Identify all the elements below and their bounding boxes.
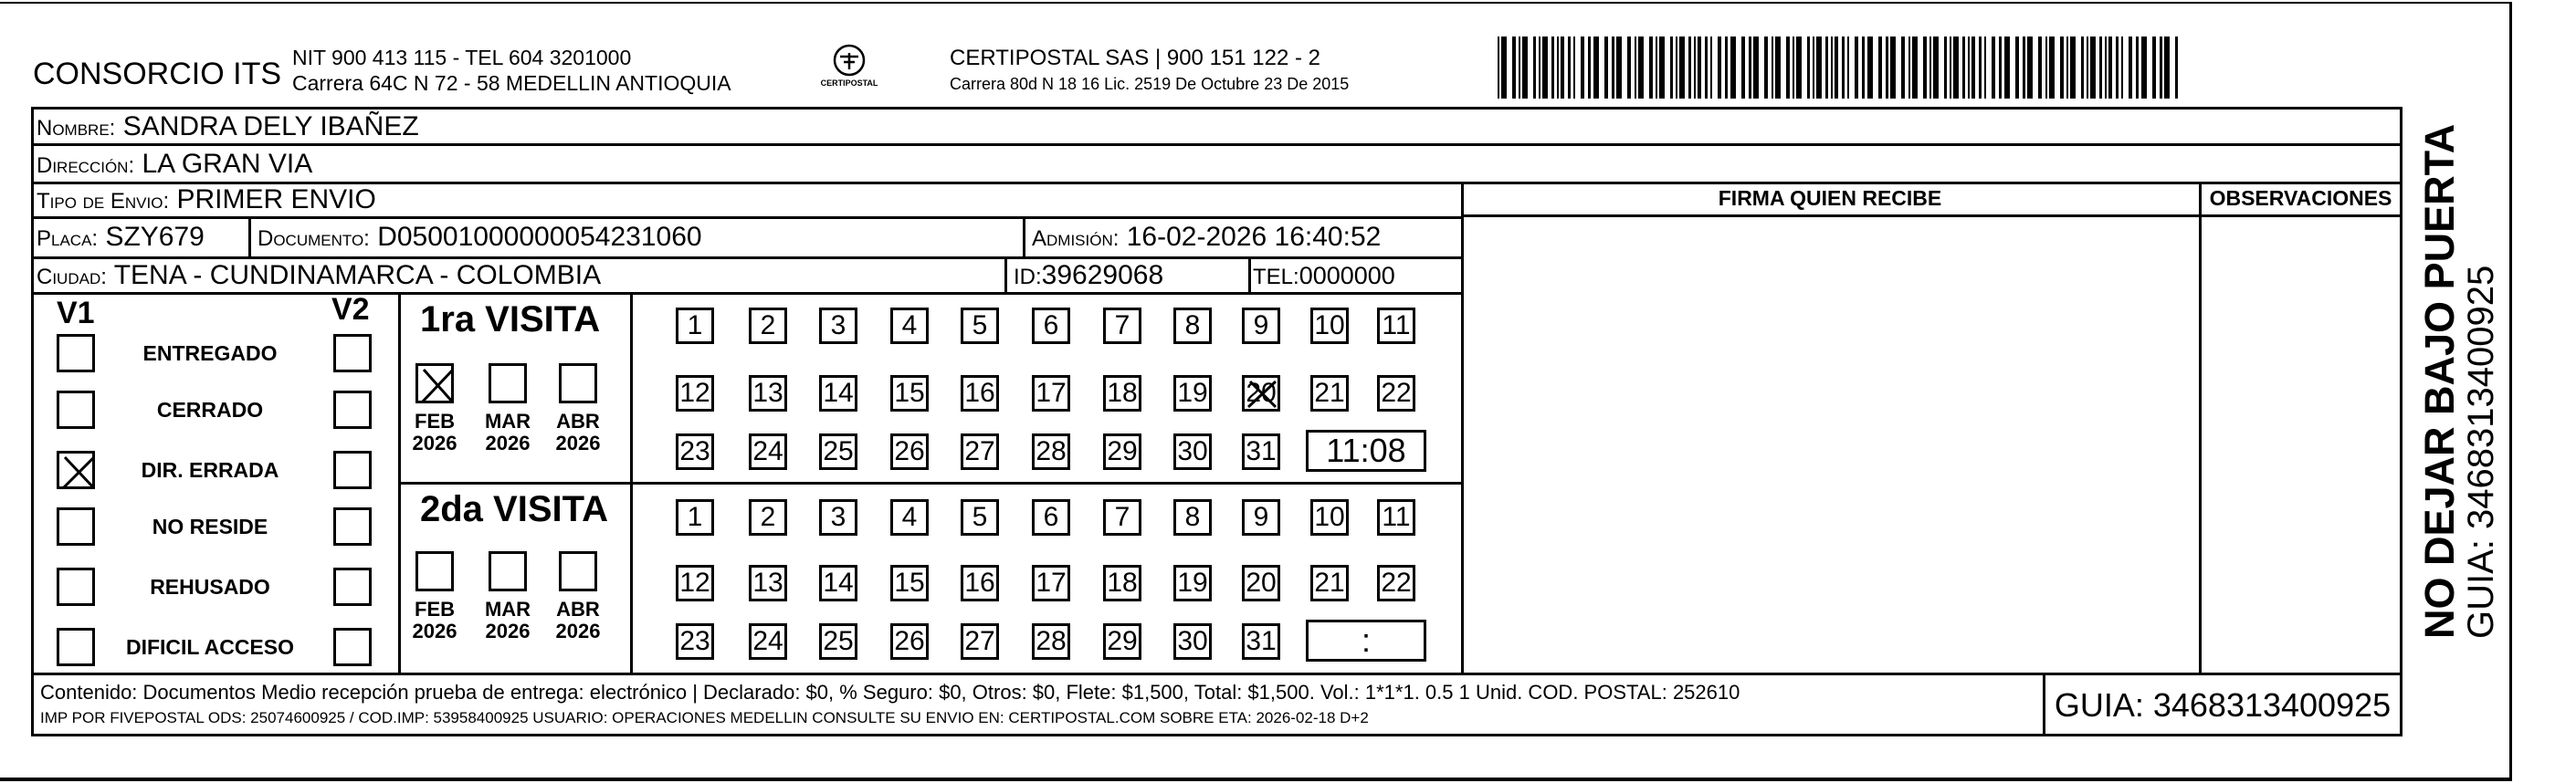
nombre-row [37, 110, 419, 146]
barcode-bar [1764, 37, 1768, 99]
barcode-bar [1573, 37, 1575, 99]
barcode-bar [1867, 37, 1873, 99]
barcode-bar [2116, 37, 2119, 99]
id-label: ID: [1014, 265, 1042, 289]
v2-checkbox[interactable] [333, 568, 372, 606]
barcode-bar [2070, 37, 2076, 99]
day-box[interactable]: 14 [819, 565, 857, 601]
barcode-bar [1519, 37, 1520, 99]
barcode-bar [2015, 37, 2019, 99]
barcode-bar [1912, 37, 1918, 99]
month-label [407, 411, 462, 454]
barcode-bar [1950, 37, 1951, 99]
month-label [480, 411, 535, 454]
day-box[interactable]: 24 [749, 623, 787, 660]
v1-checkbox[interactable] [57, 507, 95, 546]
tel-label: TEL: [1253, 265, 1299, 289]
day-box[interactable]: 25 [819, 433, 857, 470]
month-year: 2026 [485, 432, 531, 454]
barcode-bar [1656, 37, 1657, 99]
month-label [551, 599, 605, 642]
company-line-2: Carrera 64C N 72 - 58 MEDELLIN ANTIOQUIA [292, 71, 731, 95]
day-box[interactable]: 21 [1310, 375, 1349, 412]
month-year: 2026 [555, 432, 601, 454]
admision-value: 16-02-2026 16:40:52 [1126, 222, 1382, 252]
barcode-bar [1588, 37, 1591, 99]
barcode-bar [1741, 37, 1745, 99]
row-line-2 [31, 182, 2403, 184]
barcode-bar [1522, 37, 1528, 99]
id-value: 39629068 [1041, 260, 1164, 290]
barcode-bar [1992, 37, 1995, 99]
documento-value: D05001000000054231060 [377, 222, 702, 252]
barcode-bar [1670, 37, 1673, 99]
barcode-bar [1831, 37, 1833, 99]
day-box[interactable]: 9 [1242, 499, 1280, 536]
day-box[interactable]: 1 [676, 499, 714, 536]
barcode-bar [1999, 37, 2002, 99]
day-box[interactable]: 17 [1032, 375, 1070, 412]
barcode [1498, 37, 2178, 103]
barcode-bar [1539, 37, 1540, 99]
time-box[interactable]: 11:08 [1306, 430, 1426, 472]
day-box[interactable]: 19 [1173, 375, 1212, 412]
day-box[interactable]: 12 [676, 375, 714, 412]
day-box[interactable]: 19 [1173, 565, 1212, 601]
barcode-bar [2045, 37, 2047, 99]
month-name: ABR [556, 598, 600, 621]
barcode-bar [1627, 37, 1631, 99]
month-checkbox[interactable] [489, 363, 527, 403]
documento-divider [1023, 216, 1025, 257]
barcode-bar [1813, 37, 1814, 99]
day-box[interactable]: 23 [676, 623, 714, 660]
barcode-bar [1551, 37, 1554, 99]
barcode-bar [1730, 37, 1736, 99]
direccion-label: Dirección: [37, 153, 135, 178]
ciudad-value: TENA - CUNDINAMARCA - COLOMBIA [113, 260, 602, 290]
id-divider [1248, 256, 1251, 293]
day-box[interactable]: 30 [1173, 623, 1212, 660]
direccion-row [37, 147, 312, 183]
day-check-mark [1245, 378, 1279, 411]
barcode-bar [2099, 37, 2102, 99]
company-line-1: NIT 900 413 115 - TEL 604 3201000 [292, 46, 632, 69]
right-border [2509, 2, 2512, 781]
day-box[interactable]: 24 [749, 433, 787, 470]
month-name: MAR [484, 410, 531, 433]
day-box[interactable]: 6 [1032, 499, 1070, 536]
form-left-line [31, 107, 34, 736]
time-box[interactable]: : [1306, 620, 1426, 662]
barcode-bar [1890, 37, 1896, 99]
bottom-border [0, 778, 2511, 781]
barcode-bar [1968, 37, 1970, 99]
visit-divider [398, 482, 1461, 485]
day-box[interactable]: 9 [1242, 308, 1280, 344]
barcode-bar [1962, 37, 1965, 99]
day-box[interactable]: 15 [890, 565, 929, 601]
barcode-bar [1698, 37, 1701, 99]
month-check-mark [418, 366, 457, 406]
barcode-bar [1796, 37, 1802, 99]
month-name: FEB [415, 410, 455, 433]
v1-checkbox[interactable] [57, 628, 95, 666]
admision-label: Admisión: [1032, 226, 1120, 251]
firma-header-line [1461, 214, 2403, 217]
status-option-label: DIFICIL ACCESO [125, 635, 294, 659]
barcode-bar [2081, 37, 2084, 99]
barcode-bar [1979, 37, 1982, 99]
barcode-bar [2141, 37, 2147, 99]
firma-left-line [1461, 182, 1464, 674]
barcode-bar [2108, 37, 2112, 99]
footer-top-line [31, 673, 2403, 675]
day-box[interactable]: 16 [961, 565, 999, 601]
courier-line-2: Carrera 80d N 18 16 Lic. 2519 De Octubre 23 De 2015 [950, 75, 1350, 93]
barcode-bar [2105, 37, 2107, 99]
observaciones-header: OBSERVACIONES [2209, 186, 2392, 210]
day-box[interactable]: 6 [1032, 308, 1070, 344]
month-year: 2026 [412, 432, 457, 454]
tipo-label: Tipo de Envio: [37, 189, 170, 214]
barcode-bar [2136, 37, 2139, 99]
day-box[interactable]: 17 [1032, 565, 1070, 601]
v2-checkbox[interactable] [333, 507, 372, 546]
barcode-bar [1786, 37, 1790, 99]
day-box[interactable]: 26 [890, 623, 929, 660]
barcode-bar [1753, 37, 1759, 99]
barcode-bar [1616, 37, 1622, 99]
barcode-bar [1557, 37, 1559, 99]
v2-checkbox[interactable] [333, 451, 372, 489]
v1-checkbox[interactable] [57, 568, 95, 606]
footer-guia: GUIA: 3468313400925 [2054, 686, 2392, 724]
footer-line-1: Contenido: Documentos Medio recepción prueba de entrega: electrónico | Declarado: $0, % Seguro: $0, Otros: $0, Flete: $1,500, Total: $1,500. Vol.: 1*1*1. 0.5 1 Unid. COD. POSTAL: 252610 [40, 681, 1740, 704]
day-box[interactable]: 12 [676, 565, 714, 601]
day-box[interactable]: 11 [1377, 499, 1415, 536]
day-box[interactable]: 7 [1103, 499, 1141, 536]
day-box[interactable]: 22 [1377, 565, 1415, 601]
v1-checkbox[interactable] [57, 451, 95, 489]
month-checkbox[interactable] [415, 551, 454, 591]
barcode-bar [1944, 37, 1947, 99]
barcode-bar [2023, 37, 2025, 99]
barcode-bar [1842, 37, 1845, 99]
v2-label: V2 [331, 292, 370, 327]
tipo-row [37, 183, 376, 219]
status-option-label: NO RESIDE [152, 515, 268, 538]
barcode-bar [1710, 37, 1712, 99]
barcode-bar [1676, 37, 1677, 99]
barcode-bar [1953, 37, 1959, 99]
barcode-bar [2049, 37, 2055, 99]
barcode-bar [2004, 37, 2010, 99]
day-box[interactable]: 2 [749, 499, 787, 536]
day-box[interactable]: 29 [1103, 623, 1141, 660]
day-box[interactable]: 5 [961, 499, 999, 536]
day-box[interactable]: 25 [819, 623, 857, 660]
barcode-bar [2152, 37, 2156, 99]
barcode-bar [1775, 37, 1781, 99]
placa-label: Placa: [37, 226, 99, 251]
documento-cell [258, 220, 702, 256]
status-option-label: CERRADO [156, 398, 264, 422]
v2-checkbox[interactable] [333, 628, 372, 666]
barcode-bar [1878, 37, 1882, 99]
day-box[interactable]: 28 [1032, 433, 1070, 470]
side-no-dejar: NO DEJAR BAJO PUERTA [2416, 123, 2463, 639]
month-year: 2026 [485, 620, 531, 642]
barcode-bar [1649, 37, 1653, 99]
placa-divider [248, 216, 251, 257]
admision-cell [1032, 220, 1381, 256]
barcode-bar [2121, 37, 2123, 99]
day-box[interactable]: 18 [1103, 565, 1141, 601]
day-box[interactable]: 20 [1242, 375, 1280, 412]
obs-left-line [2199, 182, 2202, 674]
month-year: 2026 [555, 620, 601, 642]
barcode-bar [2087, 37, 2088, 99]
direccion-value: LA GRAN VIA [142, 149, 313, 179]
barcode-bar [1593, 37, 1599, 99]
ciudad-cell [37, 258, 601, 295]
ciudad-label: Ciudad: [37, 265, 107, 289]
id-cell [1014, 258, 1163, 295]
side-guia: GUIA: 3468313400925 [2461, 265, 2501, 639]
barcode-bar [1835, 37, 1838, 99]
ciudad-divider [1004, 256, 1007, 293]
barcode-bar [1512, 37, 1516, 99]
month-year: 2026 [412, 620, 457, 642]
month-checkbox[interactable] [559, 363, 597, 403]
barcode-bar [2090, 37, 2096, 99]
barcode-bar [1725, 37, 1728, 99]
v1-label: V1 [57, 296, 95, 330]
documento-label: Documento: [258, 226, 370, 251]
v1-check-mark [59, 454, 98, 492]
barcode-bar [2027, 37, 2033, 99]
v1-checkbox[interactable] [57, 391, 95, 429]
day-box[interactable]: 28 [1032, 623, 1070, 660]
day-box[interactable]: 31 [1242, 433, 1280, 470]
tel-value: 0000000 [1299, 262, 1395, 289]
barcode-bar [1533, 37, 1536, 99]
day-box[interactable]: 4 [890, 308, 929, 344]
barcode-bar [1568, 37, 1571, 99]
barcode-bar [1793, 37, 1794, 99]
visit-1-title: 1ra VISITA [420, 299, 601, 339]
day-box[interactable]: 7 [1103, 308, 1141, 344]
placa-value: SZY679 [105, 222, 205, 252]
day-box[interactable]: 23 [676, 433, 714, 470]
barcode-bar [1929, 37, 1931, 99]
day-box[interactable]: 8 [1173, 308, 1212, 344]
v2-checkbox[interactable] [333, 391, 372, 429]
logo-wordmark: CERTIPOSTAL [820, 78, 878, 88]
day-box[interactable]: 1 [676, 308, 714, 344]
day-box[interactable]: 3 [819, 499, 857, 536]
barcode-bar [1688, 37, 1691, 99]
month-label [551, 411, 605, 454]
day-box[interactable]: 31 [1242, 623, 1280, 660]
barcode-bar [1705, 37, 1708, 99]
day-box[interactable]: 29 [1103, 433, 1141, 470]
day-box[interactable]: 30 [1173, 433, 1212, 470]
tipo-value: PRIMER ENVIO [176, 184, 376, 214]
month-checkbox[interactable] [489, 551, 527, 591]
day-box[interactable]: 26 [890, 433, 929, 470]
certipostal-logo [822, 42, 877, 95]
barcode-bar [1501, 37, 1507, 99]
barcode-bar [1862, 37, 1865, 99]
visit-2-title: 2da VISITA [420, 489, 608, 529]
month-checkbox[interactable] [415, 363, 454, 403]
barcode-bar [1971, 37, 1975, 99]
top-border [0, 2, 2511, 4]
barcode-bar [1749, 37, 1751, 99]
status-option-label: DIR. ERRADA [141, 458, 279, 482]
month-label [407, 599, 462, 642]
barcode-bar [1855, 37, 1858, 99]
tel-cell [1253, 258, 1395, 295]
day-box[interactable]: 18 [1103, 375, 1141, 412]
barcode-bar [1679, 37, 1685, 99]
month-name: FEB [415, 598, 455, 621]
day-box[interactable]: 2 [749, 308, 787, 344]
barcode-bar [1612, 37, 1614, 99]
barcode-bar [1635, 37, 1636, 99]
barcode-bar [2160, 37, 2162, 99]
barcode-bar [2129, 37, 2132, 99]
day-box[interactable]: 8 [1173, 499, 1212, 536]
day-box[interactable]: 11 [1377, 308, 1415, 344]
day-box[interactable]: 3 [819, 308, 857, 344]
footer-line-2: IMP POR FIVEPOSTAL ODS: 25074600925 / COD.IMP: 53958400925 USUARIO: OPERACIONES MEDELLIN CONSULTE SU ENVIO EN: CERTIPOSTAL.COM SOBRE ETA: 2026-02-18 D+2 [40, 709, 1369, 726]
v2-checkbox[interactable] [333, 334, 372, 372]
barcode-bar [2060, 37, 2064, 99]
barcode-bar [1825, 37, 1828, 99]
barcode-bar [1772, 37, 1773, 99]
day-box[interactable]: 10 [1310, 308, 1349, 344]
barcode-bar [2038, 37, 2042, 99]
barcode-bar [2164, 37, 2170, 99]
day-box[interactable]: 20 [1242, 565, 1280, 601]
barcode-bar [1908, 37, 1910, 99]
barcode-bar [1718, 37, 1721, 99]
barcode-bar [1923, 37, 1927, 99]
barcode-bar [1561, 37, 1564, 99]
barcode-bar [1542, 37, 1548, 99]
nombre-value: SANDRA DELY IBAÑEZ [122, 111, 419, 141]
month-name: ABR [556, 410, 600, 433]
placa-cell [37, 220, 205, 256]
barcode-bar [1638, 37, 1644, 99]
status-option-label: REHUSADO [150, 575, 270, 599]
day-box[interactable]: 27 [961, 623, 999, 660]
barcode-bar [1901, 37, 1905, 99]
day-box[interactable]: 15 [890, 375, 929, 412]
month-label [480, 599, 535, 642]
day-box[interactable]: 21 [1310, 565, 1349, 601]
day-box[interactable]: 13 [749, 565, 787, 601]
day-box[interactable]: 10 [1310, 499, 1349, 536]
barcode-bar [1816, 37, 1822, 99]
day-box[interactable]: 16 [961, 375, 999, 412]
day-box[interactable]: 4 [890, 499, 929, 536]
form-bottom-line [31, 734, 2403, 736]
firma-header: FIRMA QUIEN RECIBE [1718, 186, 1942, 210]
day-box[interactable]: 22 [1377, 375, 1415, 412]
day-box[interactable]: 27 [961, 433, 999, 470]
month-checkbox[interactable] [559, 551, 597, 591]
barcode-bar [1604, 37, 1608, 99]
barcode-bar [1847, 37, 1849, 99]
barcode-bar [1581, 37, 1584, 99]
barcode-bar [1498, 37, 1499, 99]
barcode-bar [1886, 37, 1888, 99]
barcode-bar [2066, 37, 2068, 99]
day-box[interactable]: 5 [961, 308, 999, 344]
month-name: MAR [484, 598, 531, 621]
barcode-bar [1694, 37, 1696, 99]
barcode-bar [1659, 37, 1665, 99]
status-option-label: ENTREGADO [142, 341, 278, 365]
nombre-label: Nombre: [37, 116, 116, 141]
courier-line-1: CERTIPOSTAL SAS | 900 151 122 - 2 [950, 46, 1320, 70]
day-box[interactable]: 14 [819, 375, 857, 412]
day-box[interactable]: 13 [749, 375, 787, 412]
barcode-bar [1933, 37, 1939, 99]
company-name: CONSORCIO ITS [33, 57, 282, 91]
v1-checkbox[interactable] [57, 334, 95, 372]
barcode-bar [1807, 37, 1810, 99]
barcode-bar [1984, 37, 1986, 99]
barcode-bar [2175, 37, 2178, 99]
